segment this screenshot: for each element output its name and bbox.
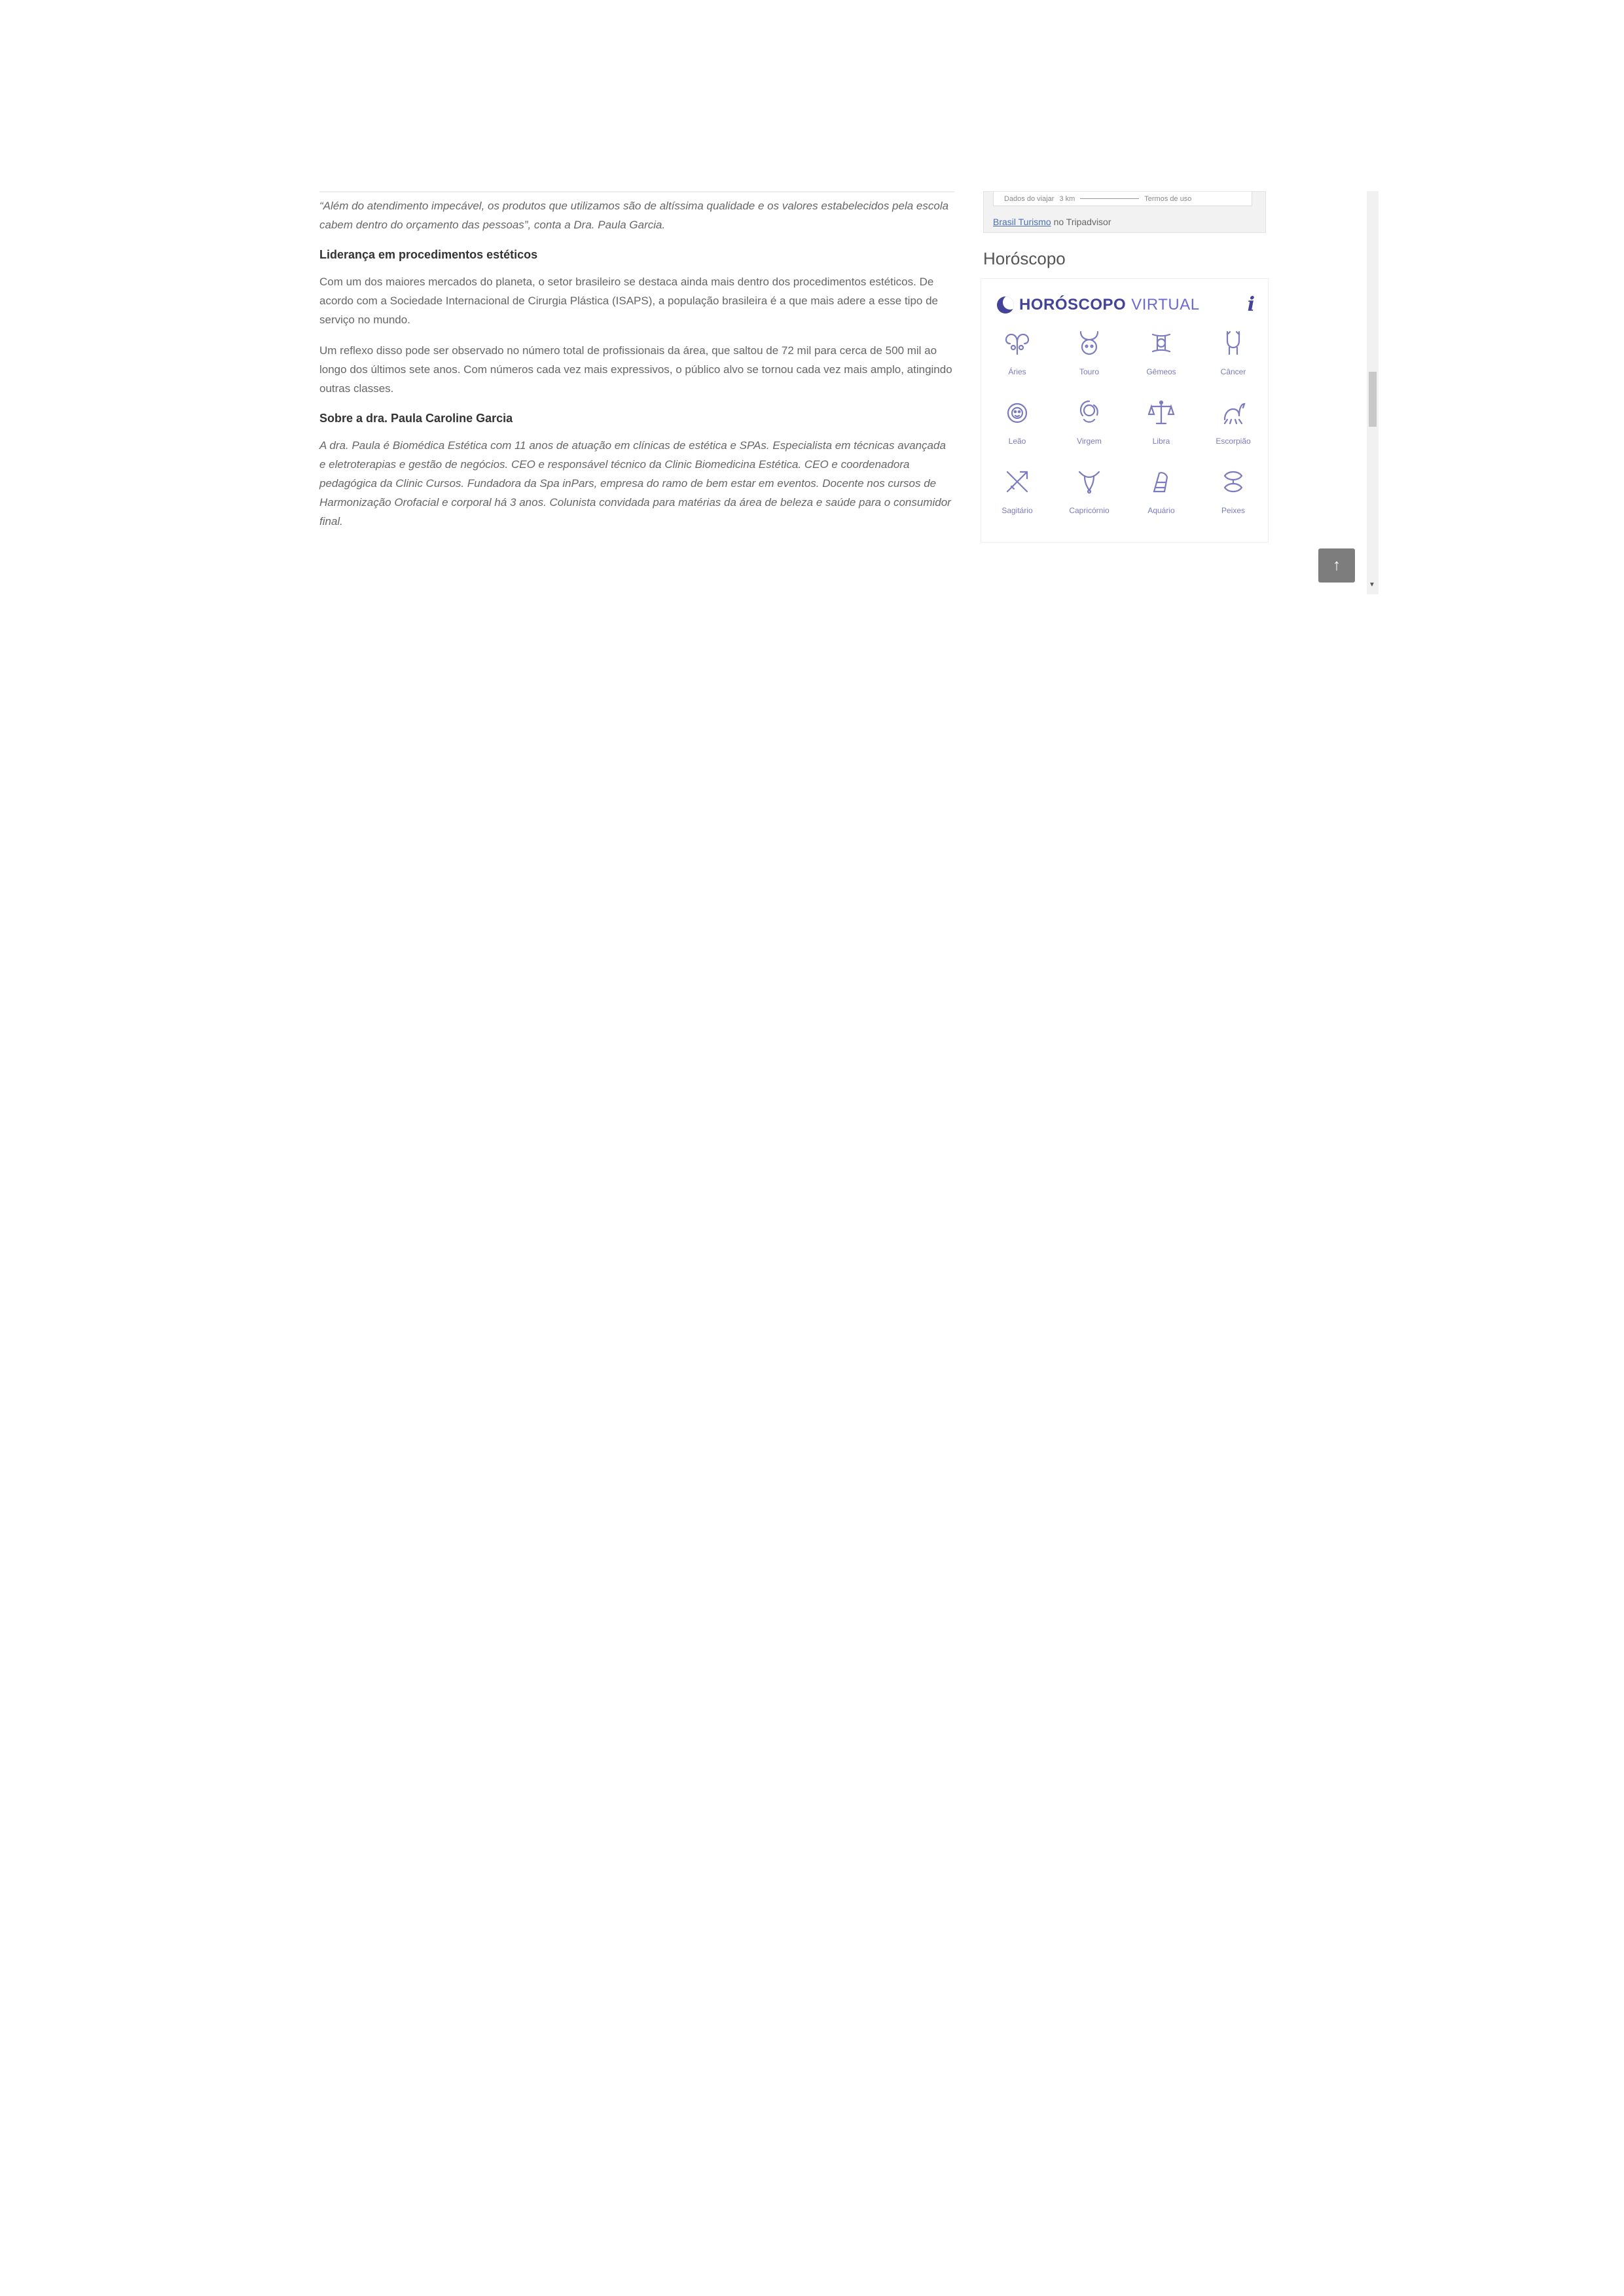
sign-label: Touro: [1079, 367, 1100, 376]
sign-label: Áries: [1008, 367, 1026, 376]
horoscope-header: [981, 279, 1268, 316]
scroll-down-arrow-icon[interactable]: ▼: [1369, 581, 1375, 588]
sign-capricorn[interactable]: [1053, 461, 1125, 531]
sign-label: Libra: [1152, 437, 1170, 446]
aries-icon: [1002, 328, 1032, 358]
libra-icon: [1146, 397, 1176, 427]
pisces-icon: [1218, 467, 1248, 497]
sign-label: Câncer: [1220, 367, 1246, 376]
tripadvisor-field-left: Dados do viajar: [1004, 194, 1055, 203]
sign-leo[interactable]: [981, 392, 1053, 461]
arrow-up-icon: ↑: [1333, 556, 1341, 574]
sign-label: Leão: [1008, 437, 1026, 446]
sign-libra[interactable]: [1125, 392, 1197, 461]
scrollbar-thumb[interactable]: [1369, 372, 1377, 427]
tripadvisor-field-mid: 3 km: [1059, 194, 1075, 203]
sign-taurus[interactable]: [1053, 323, 1125, 392]
tripadvisor-credit: [993, 217, 1111, 227]
zodiac-grid: [981, 323, 1268, 531]
sign-label: Aquário: [1147, 506, 1175, 515]
tripadvisor-suffix: no Tripadvisor: [1051, 217, 1111, 227]
sign-label: Virgem: [1077, 437, 1102, 446]
author-bio: A dra. Paula é Biomédica Estética com 11 anos de atuação em clínicas de estética e SPAs. Especialista em técnicas avançada e eletroterapias e gestão de negócios. CEO e responsável técnico da Clinic Biomedicina Estética. CEO e coordenadora pedagógica da Clinic Cursos. Fundadora da Spa inPars, empresa do ramo de bem estar em eventos. Docente nos cursos de Harmonização Orofacial e corporal há 3 anos. Colunista convidada para matérias da área de beleza e saúde para o consumidor final.: [319, 439, 951, 528]
horoscope-widget: [981, 278, 1269, 543]
sign-cancer[interactable]: [1197, 323, 1269, 392]
screenshot-frame: [306, 191, 1390, 594]
sign-pisces[interactable]: [1197, 461, 1269, 531]
sign-label: Capricórnio: [1069, 506, 1110, 515]
horoscope-section-title: Horóscopo: [983, 249, 1066, 268]
sign-aquarius[interactable]: [1125, 461, 1197, 531]
horoscope-virtual-logo[interactable]: [997, 296, 1200, 314]
sign-aries[interactable]: [981, 323, 1053, 392]
scrollbar[interactable]: [1367, 191, 1379, 594]
taurus-icon: [1074, 328, 1104, 358]
moon-icon: [997, 296, 1014, 314]
sign-virgo[interactable]: [1053, 392, 1125, 461]
tripadvisor-widget: [983, 191, 1266, 233]
section-heading-leadership: Liderança em procedimentos estéticos: [319, 248, 538, 261]
logo-text-bold: HORÓSCOPO: [1019, 295, 1127, 314]
capricorn-icon: [1074, 467, 1104, 497]
sign-sagittarius[interactable]: [981, 461, 1053, 531]
sign-label: Escorpião: [1216, 437, 1251, 446]
cancer-icon: [1218, 328, 1248, 358]
sagittarius-icon: [1002, 467, 1032, 497]
aquarius-icon: [1146, 467, 1176, 497]
sign-label: Gêmeos: [1146, 367, 1176, 376]
section-heading-about: Sobre a dra. Paula Caroline Garcia: [319, 412, 513, 425]
leo-icon: [1002, 397, 1032, 427]
brasil-turismo-link[interactable]: Brasil Turismo: [993, 217, 1051, 227]
tripadvisor-terms-link[interactable]: Termos de uso: [1144, 194, 1192, 203]
gemini-icon: [1146, 328, 1176, 358]
info-icon[interactable]: i: [1247, 293, 1255, 316]
article-body: [319, 191, 954, 543]
sign-scorpio[interactable]: [1197, 392, 1269, 461]
tripadvisor-fields: [993, 192, 1252, 206]
virgo-icon: [1074, 397, 1104, 427]
article-paragraph: Com um dos maiores mercados do planeta, o setor brasileiro se destaca ainda mais dentro dos procedimentos estéticos. De acordo com a Sociedade Internacional de Cirurgia Plástica (ISAPS), a população brasileira é a que mais adere a esse tipo de serviço no mundo.: [319, 276, 938, 326]
sign-label: Peixes: [1221, 506, 1246, 515]
article-quote: “Além do atendimento impecável, os produtos que utilizamos são de altíssima qualidade e os valores estabelecidos pela escola cabem dentro do orçamento das pessoas”, conta a Dra. Paula Garcia.: [319, 200, 949, 231]
divider: [1080, 198, 1139, 199]
article-paragraph: Um reflexo disso pode ser observado no número total de profissionais da área, que saltou de 72 mil para cerca de 500 mil ao longo dos últimos sete anos. Com números cada vez mais expressivos, o público alvo se tornou cada vez mais amplo, atingindo outras classes.: [319, 344, 952, 395]
sidebar: [981, 191, 1275, 543]
sign-label: Sagitário: [1001, 506, 1033, 515]
back-to-top-button[interactable]: [1318, 548, 1355, 583]
logo-text-light: VIRTUAL: [1131, 295, 1200, 314]
sign-gemini[interactable]: [1125, 323, 1197, 392]
scorpio-icon: [1218, 397, 1248, 427]
